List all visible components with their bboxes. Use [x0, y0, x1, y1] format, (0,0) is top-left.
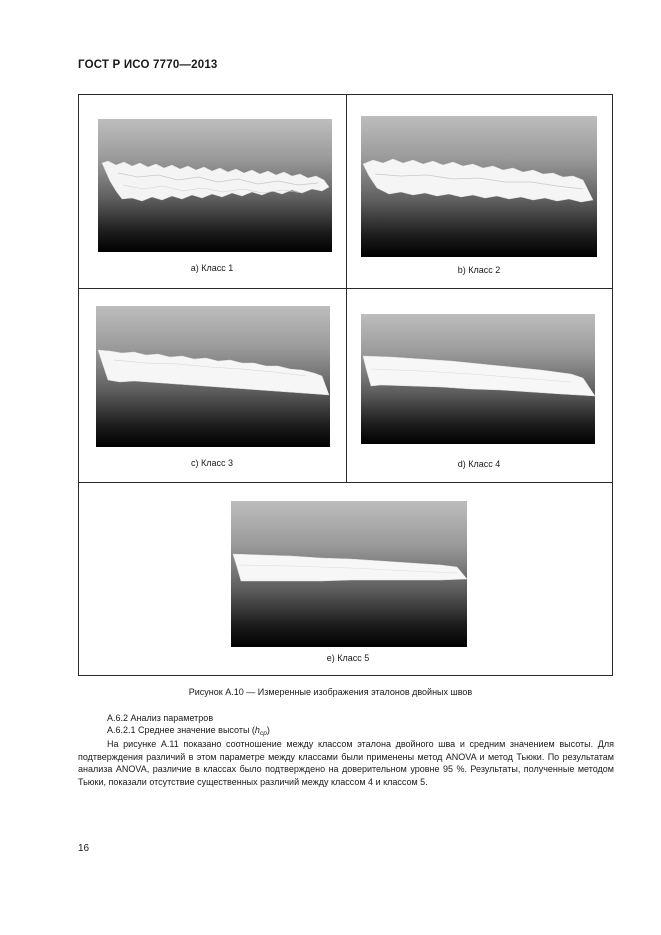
figure-table [78, 94, 613, 676]
grid-horizontal-divider-1 [79, 288, 612, 289]
section-heading-a62: А.6.2 Анализ параметров [107, 713, 214, 723]
panel-caption-c: c) Класс 3 [190, 458, 233, 468]
panel-caption-d: d) Класс 4 [457, 459, 501, 469]
panel-caption-e: e) Класс 5 [326, 653, 370, 663]
weld-image-class-4 [361, 314, 595, 444]
weld-image-class-3 [96, 306, 330, 447]
heading-prefix: А.6.2.1 Среднее значение высоты ( [107, 725, 255, 735]
heading-suffix: ) [266, 725, 270, 735]
weld-image-class-1 [98, 119, 332, 252]
weld-image-class-2 [361, 116, 597, 257]
weld-image-class-5 [231, 501, 467, 647]
heading-variable-subscript: ср [259, 730, 267, 737]
page-number: 16 [78, 843, 90, 854]
body-paragraph-text: На рисунке А.11 показано соотношение между классом эталона двойного шва и средним значением высоты. Для подтверждения различий в этом параметре между классами были применены метод ANOVA и метод Тьюки. По результатам анализа ANOVA, различие в классах было подтверждено на доверительном уровне 95 %. Результаты, полученные методом Тьюки, показали отсутствие существенных различий между классом 4 и классом 5. [78, 739, 614, 787]
panel-caption-a: a) Класс 1 [190, 263, 234, 273]
document-header: ГОСТ Р ИСО 7770—2013 [78, 59, 218, 71]
grid-vertical-divider [346, 95, 347, 483]
figure-caption: Рисунок А.10 — Измеренные изображения эталонов двойных швов [188, 687, 473, 697]
grid-horizontal-divider-2 [79, 482, 612, 483]
heading-variable: h [254, 725, 260, 735]
panel-caption-b: b) Класс 2 [457, 265, 501, 275]
body-paragraph [78, 738, 614, 788]
